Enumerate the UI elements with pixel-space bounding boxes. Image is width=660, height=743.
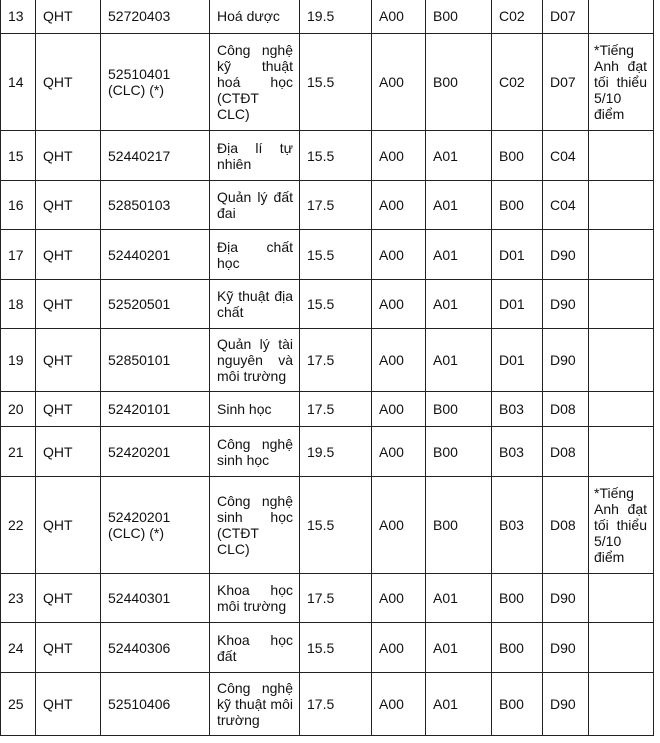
subject-group-2: A01 [426, 181, 492, 230]
subject-group-2: A01 [426, 280, 492, 329]
subject-group-4: D08 [543, 477, 589, 574]
major-code: 52440301 [101, 574, 210, 623]
school-code: QHT [36, 623, 101, 673]
subject-group-3: C02 [492, 34, 543, 131]
table-row [1, 34, 654, 131]
row-number: 21 [1, 427, 36, 477]
major-code: 52420201 [101, 427, 210, 477]
subject-group-4: D90 [543, 673, 589, 736]
subject-group-2: A01 [426, 230, 492, 280]
table-row [1, 673, 654, 736]
subject-group-1: A00 [372, 280, 426, 329]
row-number: 16 [1, 181, 36, 230]
row-number: 25 [1, 673, 36, 736]
row-number: 20 [1, 392, 36, 427]
subject-group-4: D90 [543, 230, 589, 280]
subject-group-3: B00 [492, 623, 543, 673]
table-row [1, 329, 654, 392]
major-code: 52720403 [101, 0, 210, 34]
cutoff-score: 19.5 [300, 0, 372, 34]
cutoff-score: 17.5 [300, 329, 372, 392]
major-code: 52510401 (CLC) (*) [101, 34, 210, 131]
table-row [1, 131, 654, 181]
subject-group-3: B03 [492, 427, 543, 477]
table-row [1, 623, 654, 673]
major-code: 52440217 [101, 131, 210, 181]
subject-group-2: A01 [426, 574, 492, 623]
table-body [1, 0, 654, 736]
table-row [1, 230, 654, 280]
row-number: 13 [1, 0, 36, 34]
subject-group-4: C04 [543, 131, 589, 181]
note [589, 673, 654, 736]
row-number: 19 [1, 329, 36, 392]
subject-group-2: B00 [426, 392, 492, 427]
table-row [1, 477, 654, 574]
major-code: 52510406 [101, 673, 210, 736]
subject-group-4: D07 [543, 0, 589, 34]
subject-group-1: A00 [372, 230, 426, 280]
subject-group-3: D01 [492, 230, 543, 280]
major-code: 52520501 [101, 280, 210, 329]
subject-group-4: D90 [543, 329, 589, 392]
subject-group-2: A01 [426, 623, 492, 673]
major-name: Khoa học môi trường [210, 574, 300, 623]
table-row [1, 392, 654, 427]
major-code: 52420201 (CLC) (*) [101, 477, 210, 574]
note [589, 427, 654, 477]
subject-group-1: A00 [372, 574, 426, 623]
subject-group-2: B00 [426, 34, 492, 131]
school-code: QHT [36, 673, 101, 736]
subject-group-4: D08 [543, 392, 589, 427]
subject-group-2: A01 [426, 673, 492, 736]
table-row [1, 574, 654, 623]
major-name: Khoa học đất [210, 623, 300, 673]
cutoff-score: 19.5 [300, 427, 372, 477]
table-row [1, 280, 654, 329]
major-code: 52850101 [101, 329, 210, 392]
row-number: 14 [1, 34, 36, 131]
subject-group-1: A00 [372, 181, 426, 230]
cutoff-score: 15.5 [300, 230, 372, 280]
row-number: 17 [1, 230, 36, 280]
note [589, 230, 654, 280]
subject-group-3: B00 [492, 673, 543, 736]
major-code: 52420101 [101, 392, 210, 427]
cutoff-score: 15.5 [300, 477, 372, 574]
subject-group-4: C04 [543, 181, 589, 230]
major-name: Công nghệ kỹ thuật hoá học (CTĐT CLC) [210, 34, 300, 131]
subject-group-3: B03 [492, 392, 543, 427]
school-code: QHT [36, 329, 101, 392]
row-number: 24 [1, 623, 36, 673]
subject-group-3: C02 [492, 0, 543, 34]
note: *Tiếng Anh đạt tối thiểu 5/10 điểm [589, 34, 654, 131]
cutoff-score: 15.5 [300, 280, 372, 329]
note [589, 280, 654, 329]
table-row [1, 0, 654, 34]
subject-group-4: D90 [543, 574, 589, 623]
subject-group-3: D01 [492, 280, 543, 329]
subject-group-4: D90 [543, 280, 589, 329]
table-row [1, 181, 654, 230]
subject-group-3: B03 [492, 477, 543, 574]
major-name: Sinh học [210, 392, 300, 427]
major-name: Công nghệ sinh học (CTĐT CLC) [210, 477, 300, 574]
subject-group-2: B00 [426, 477, 492, 574]
major-name: Quản lý tài nguyên và môi trường [210, 329, 300, 392]
cutoff-score: 17.5 [300, 181, 372, 230]
cutoff-score: 15.5 [300, 34, 372, 131]
subject-group-3: D01 [492, 329, 543, 392]
row-number: 23 [1, 574, 36, 623]
school-code: QHT [36, 131, 101, 181]
row-number: 15 [1, 131, 36, 181]
subject-group-2: A01 [426, 131, 492, 181]
cutoff-score: 15.5 [300, 623, 372, 673]
major-code: 52850103 [101, 181, 210, 230]
note [589, 131, 654, 181]
subject-group-1: A00 [372, 34, 426, 131]
subject-group-3: B00 [492, 131, 543, 181]
cutoff-score: 17.5 [300, 574, 372, 623]
subject-group-1: A00 [372, 329, 426, 392]
subject-group-1: A00 [372, 623, 426, 673]
subject-group-4: D08 [543, 427, 589, 477]
subject-group-1: A00 [372, 427, 426, 477]
subject-group-2: B00 [426, 0, 492, 34]
major-name: Địa lí tự nhiên [210, 131, 300, 181]
school-code: QHT [36, 477, 101, 574]
major-name: Quản lý đất đai [210, 181, 300, 230]
table-row [1, 427, 654, 477]
note [589, 181, 654, 230]
school-code: QHT [36, 0, 101, 34]
school-code: QHT [36, 574, 101, 623]
subject-group-1: A00 [372, 131, 426, 181]
cutoff-score: 15.5 [300, 131, 372, 181]
school-code: QHT [36, 392, 101, 427]
major-name: Hoá dược [210, 0, 300, 34]
subject-group-1: A00 [372, 477, 426, 574]
school-code: QHT [36, 280, 101, 329]
subject-group-1: A00 [372, 673, 426, 736]
major-name: Công nghệ kỹ thuật môi trường [210, 673, 300, 736]
note [589, 0, 654, 34]
subject-group-4: D07 [543, 34, 589, 131]
row-number: 18 [1, 280, 36, 329]
school-code: QHT [36, 427, 101, 477]
school-code: QHT [36, 181, 101, 230]
note [589, 574, 654, 623]
subject-group-3: B00 [492, 181, 543, 230]
note [589, 392, 654, 427]
school-code: QHT [36, 34, 101, 131]
subject-group-2: B00 [426, 427, 492, 477]
note [589, 329, 654, 392]
cutoff-score: 17.5 [300, 673, 372, 736]
major-code: 52440306 [101, 623, 210, 673]
major-name: Công nghệ sinh học [210, 427, 300, 477]
subject-group-1: A00 [372, 392, 426, 427]
subject-group-3: B00 [492, 574, 543, 623]
major-name: Kỹ thuật địa chất [210, 280, 300, 329]
major-code: 52440201 [101, 230, 210, 280]
row-number: 22 [1, 477, 36, 574]
cutoff-score: 17.5 [300, 392, 372, 427]
subject-group-2: A01 [426, 329, 492, 392]
subject-group-4: D90 [543, 623, 589, 673]
note [589, 623, 654, 673]
note: *Tiếng Anh đạt tối thiểu 5/10 điểm [589, 477, 654, 574]
major-name: Địa chất học [210, 230, 300, 280]
subject-group-1: A00 [372, 0, 426, 34]
school-code: QHT [36, 230, 101, 280]
